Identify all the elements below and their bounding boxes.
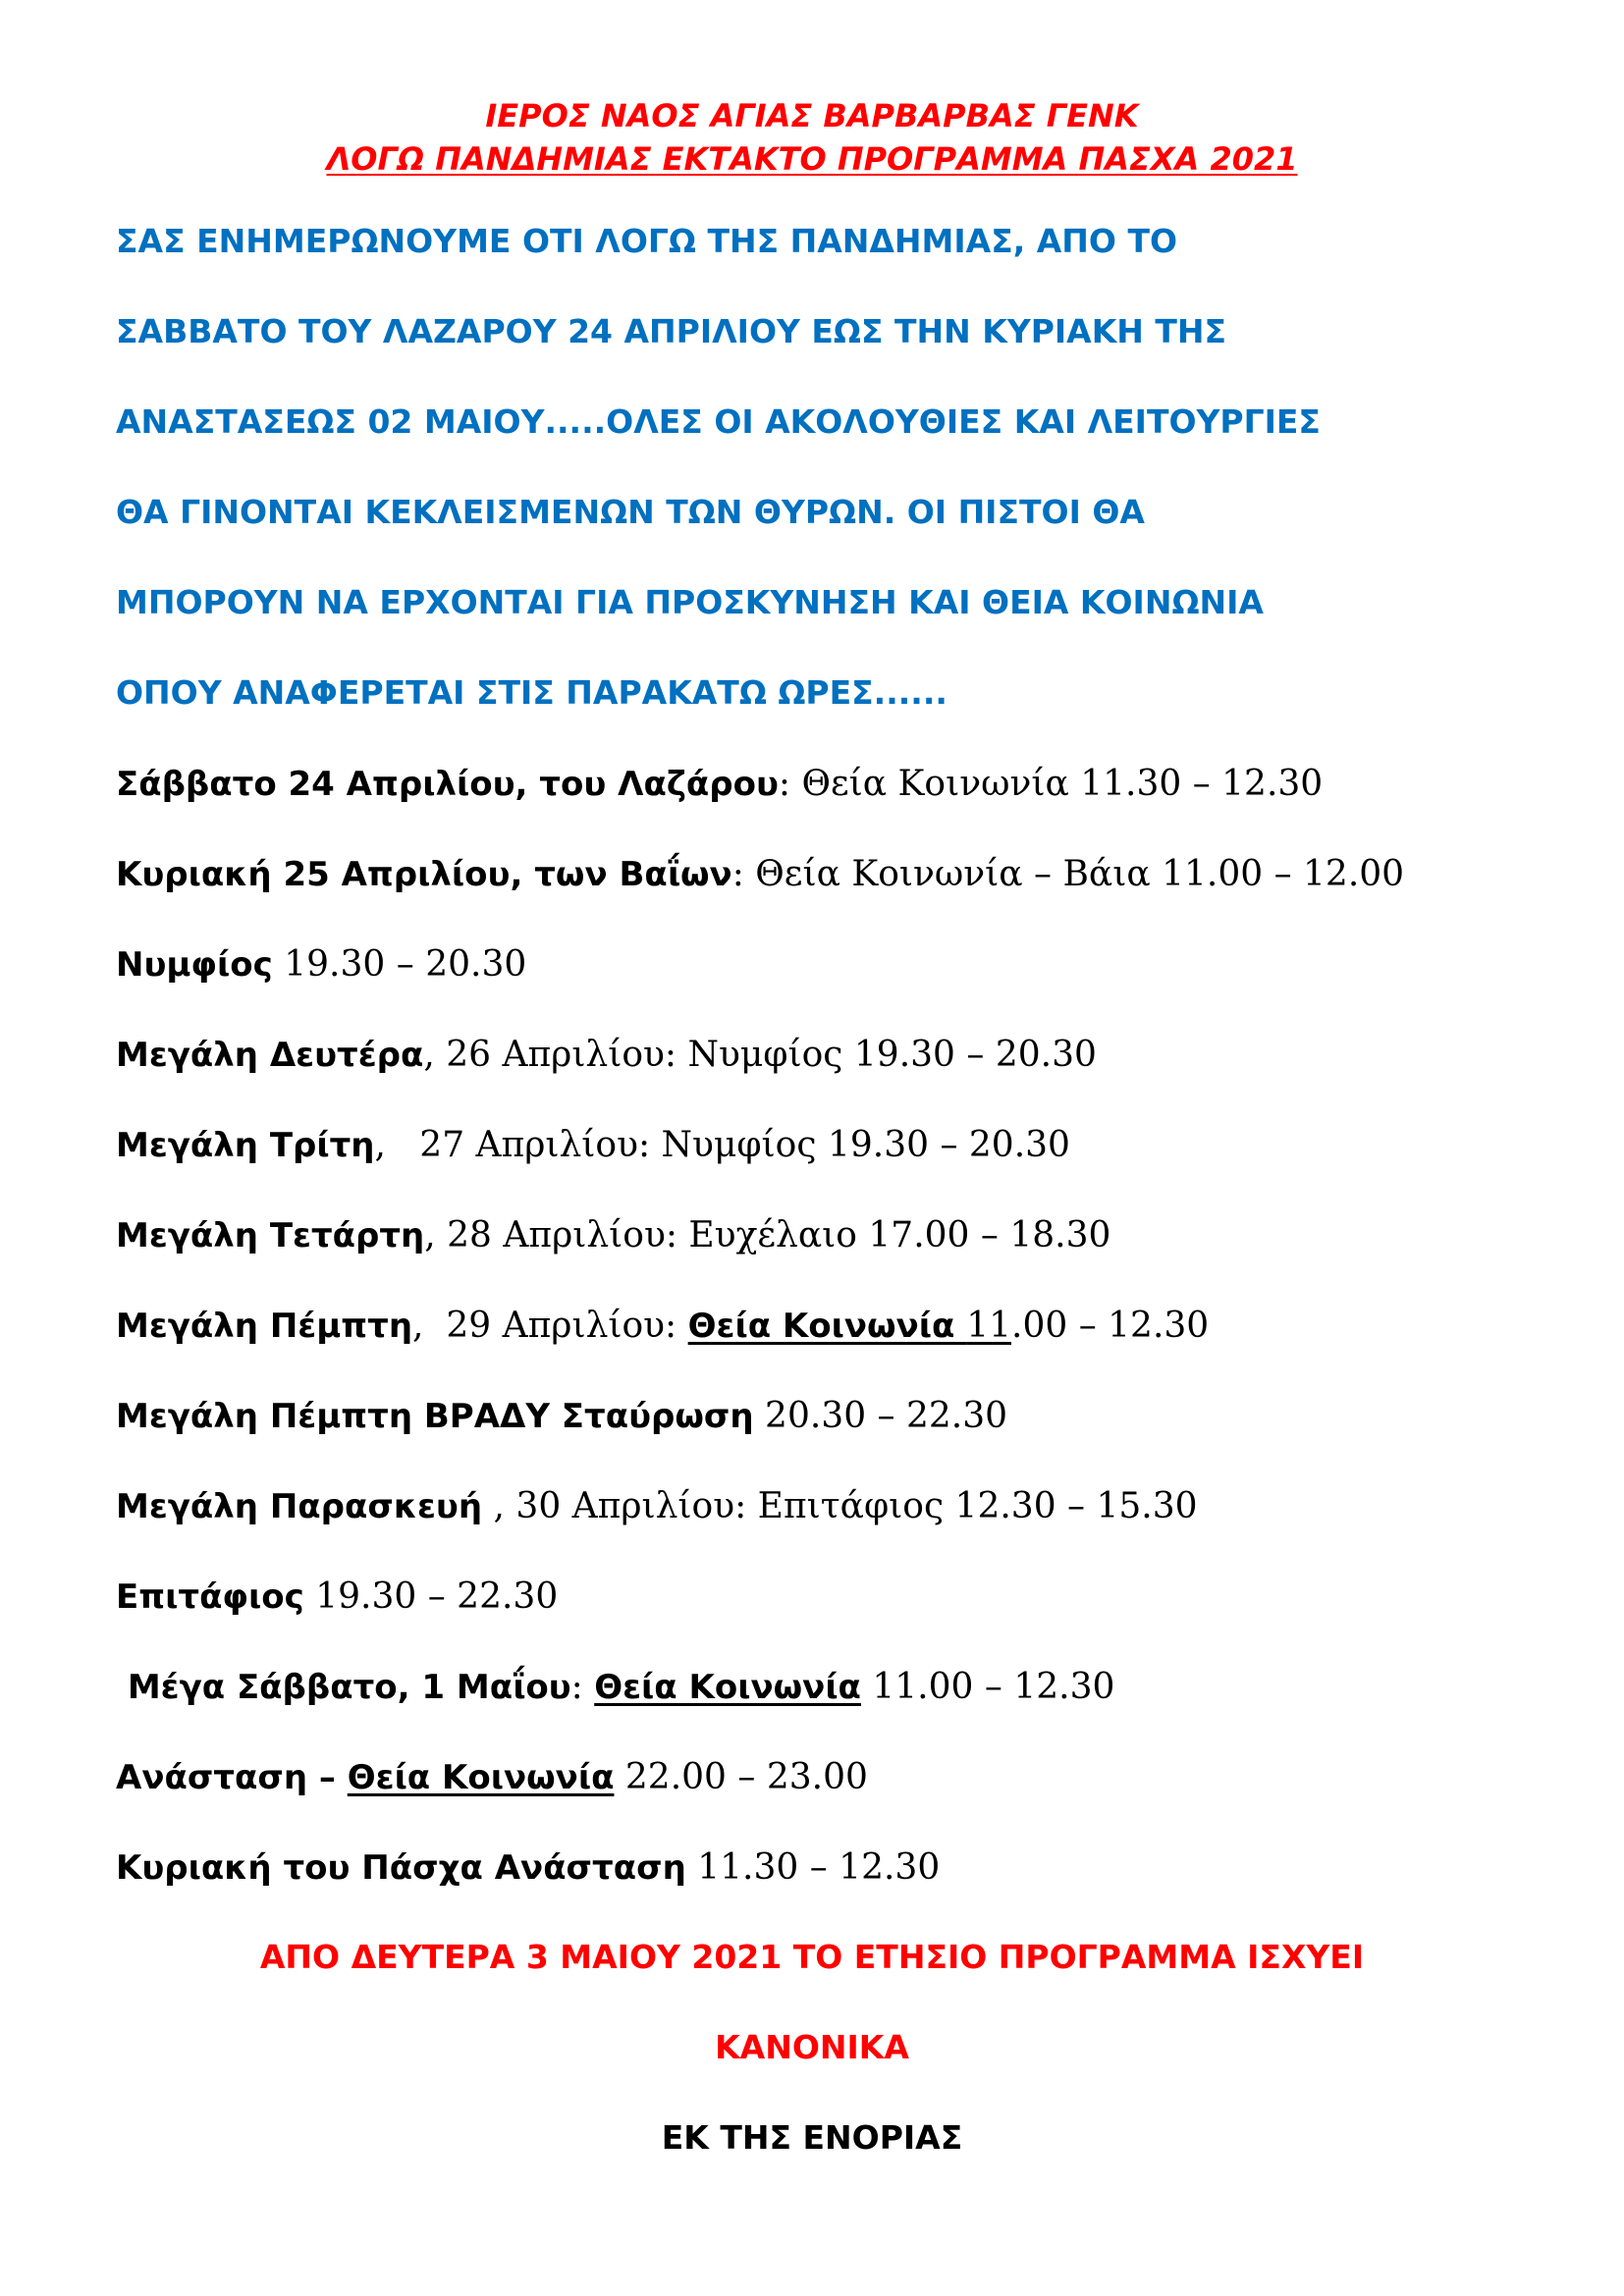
schedule-item (116, 852, 1404, 897)
church-title (0, 96, 1624, 135)
schedule-day: Μεγάλη Τρίτη (116, 1126, 375, 1165)
schedule-detail: , 28 Απριλίου: Ευχέλαιο 17.00 – 18.30 (424, 1215, 1111, 1255)
schedule-day: Επιτάφιος (116, 1577, 304, 1617)
schedule-item (116, 1575, 558, 1620)
intro-line-3: ΑΝΑΣΤΑΣΕΩΣ 02 ΜΑΙΟΥ.....ΟΛΕΣ ΟΙ ΑΚΟΛΟΥΘΙΕΣ ΚΑΙ ΛΕΙΤΟΥΡΓΙΕΣ (116, 402, 1321, 441)
schedule-detail: 19.30 – 20.30 (272, 944, 527, 985)
church-name: ΙΕΡΟΣ ΝΑΟΣ ΑΓΙΑΣ ΒΑΡΒΑΡΒΑΣ ΓΕΝΚ (485, 97, 1139, 134)
schedule-item (116, 1484, 1198, 1529)
program-title (0, 139, 1624, 179)
intro-line-4: ΘΑ ΓΙΝΟΝΤΑΙ ΚΕΚΛΕΙΣΜΕΝΩΝ ΤΩΝ ΘΥΡΩΝ. ΟΙ ΠΙΣΤΟΙ ΘΑ (116, 493, 1145, 531)
schedule-time: 11.00 – 12.30 (860, 1667, 1115, 1707)
schedule-detail: , 29 Απριλίου: (412, 1306, 688, 1346)
parish-signature: ΕΚ ΤΗΣ ΕΝΟΡΙΑΣ (661, 2118, 963, 2157)
schedule-detail: , 27 Απριλίου: Νυμφίος 19.30 – 20.30 (374, 1125, 1070, 1165)
schedule-item (116, 1665, 1114, 1710)
schedule-day: Νυμφίος (116, 945, 273, 985)
communion-highlight: Θεία Κοινωνία (687, 1307, 967, 1346)
schedule-detail: 20.30 – 22.30 (753, 1396, 1008, 1436)
intro-line-1: ΣΑΣ ΕΝΗΜΕΡΩΝΟΥΜΕ ΟΤΙ ΛΟΓΩ ΤΗΣ ΠΑΝΔΗΜΙΑΣ, ΑΠΟ ΤΟ (116, 222, 1178, 260)
schedule-detail: : Θεία Κοινωνία 11.30 – 12.30 (778, 764, 1324, 804)
schedule-item (116, 1755, 868, 1800)
schedule-detail: , 30 Απριλίου: Επιτάφιος 12.30 – 15.30 (482, 1486, 1198, 1526)
schedule-detail: 11.30 – 12.30 (685, 1847, 941, 1888)
schedule-time: .00 – 12.30 (1011, 1306, 1210, 1346)
schedule-item (116, 1394, 1007, 1439)
schedule-day: Μεγάλη Δευτέρα (116, 1036, 424, 1075)
schedule-item (116, 762, 1323, 807)
intro-line-6: ΟΠΟΥ ΑΝΑΦΕΡΕΤΑΙ ΣΤΙΣ ΠΑΡΑΚΑΤΩ ΩΡΕΣ...... (116, 673, 947, 712)
schedule-day: Ανάσταση – (116, 1758, 348, 1797)
schedule-detail: : (570, 1667, 595, 1707)
communion-highlight: Θεία Κοινωνία (347, 1758, 615, 1797)
schedule-day: Μεγάλη Τετάρτη (116, 1216, 425, 1255)
schedule-day: Κυριακή του Πάσχα Ανάσταση (116, 1848, 686, 1888)
schedule-day: Μεγάλη Πέμπτη (116, 1307, 413, 1346)
schedule-item (116, 1845, 940, 1891)
schedule-item (116, 1033, 1097, 1078)
schedule-day: Σάββατο 24 Απριλίου, του Λαζάρου (116, 765, 779, 804)
intro-line-5: ΜΠΟΡΟΥΝ ΝΑ ΕΡΧΟΝΤΑΙ ΓΙΑ ΠΡΟΣΚΥΝΗΣΗ ΚΑΙ ΘΕΙΑ ΚΟΙΝΩΝΙΑ (116, 583, 1264, 621)
communion-highlight: Θεία Κοινωνία (594, 1668, 861, 1707)
intro-line-2: ΣΑΒΒΑΤΟ ΤΟΥ ΛΑΖΑΡΟΥ 24 ΑΠΡΙΛΙΟΥ ΕΩΣ ΤΗΝ ΚΥΡΙΑΚΗ ΤΗΣ (116, 312, 1227, 350)
schedule-item (116, 1213, 1110, 1258)
schedule-item (116, 942, 526, 988)
schedule-item (116, 1123, 1070, 1168)
schedule-day: Μεγάλη Παρασκευή (116, 1487, 483, 1526)
schedule-time-underlined: 11 (966, 1306, 1011, 1346)
annual-schedule-notice-continued: ΚΑΝΟΝΙΚΑ (715, 2028, 909, 2066)
schedule-day: Μεγάλη Πέμπτη ΒΡΑΔΥ Σταύρωση (116, 1397, 754, 1436)
program-title-text: ΛΟΓΩ ΠΑΝΔΗΜΙΑΣ ΕΚΤΑΚΤΟ ΠΡΟΓΡΑΜΜΑ ΠΑΣΧΑ 2021 (326, 140, 1298, 178)
schedule-detail: 19.30 – 22.30 (303, 1576, 559, 1617)
schedule-detail: , 26 Απριλίου: Νυμφίος 19.30 – 20.30 (423, 1035, 1097, 1075)
annual-schedule-notice: ΑΠΟ ΔΕΥΤΕΡΑ 3 ΜΑΙΟΥ 2021 ΤΟ ΕΤΗΣΙΟ ΠΡΟΓΡΑΜΜΑ ΙΣΧΥΕΙ (259, 1938, 1365, 1976)
schedule-detail: : Θεία Κοινωνία – Βάια 11.00 – 12.00 (731, 854, 1405, 894)
schedule-item (116, 1304, 1209, 1349)
schedule-day: Μέγα Σάββατο, 1 Μαΐου (116, 1668, 571, 1707)
schedule-time: 22.00 – 23.00 (614, 1757, 868, 1797)
schedule-day: Κυριακή 25 Απριλίου, των Βαΐων (116, 855, 732, 894)
